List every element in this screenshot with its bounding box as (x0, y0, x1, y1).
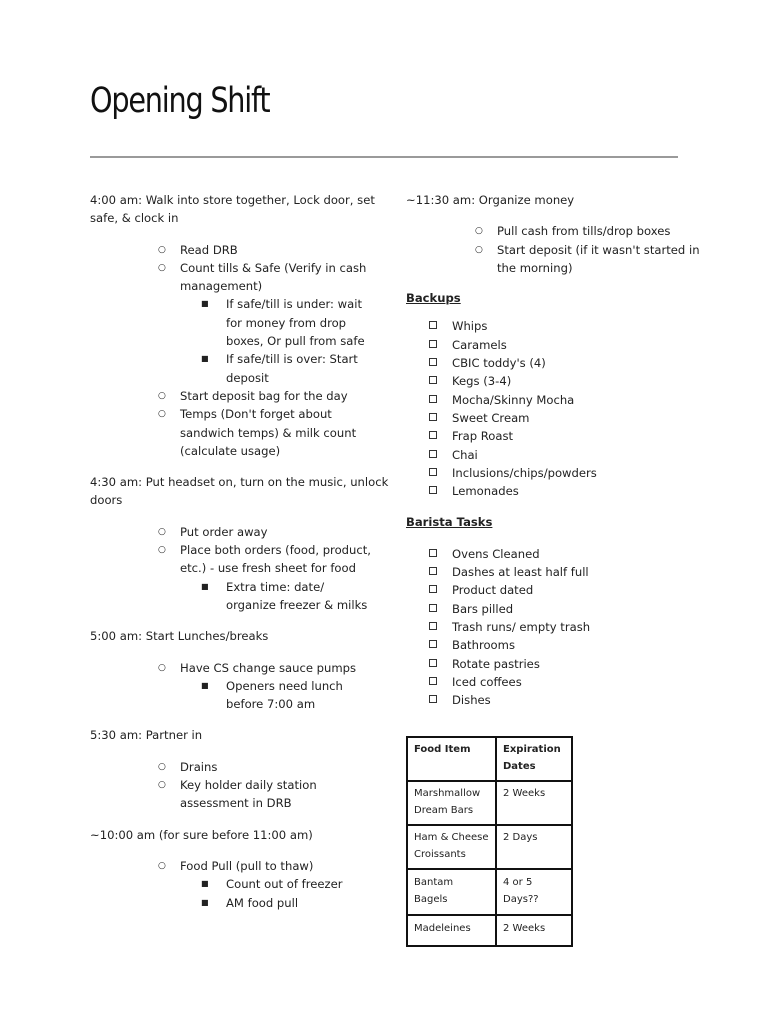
time-entry-0430: 4:30 am: Put headset on, turn on the music, unlock (90, 475, 389, 490)
checklist-label: Whips (452, 319, 488, 334)
circle-bullet-icon: ○ (158, 409, 166, 420)
time-entry-0530: 5:30 am: Partner in (90, 728, 203, 743)
checklist-item (406, 618, 686, 636)
list-item: ○ Start deposit (if it wasn't started in (406, 241, 686, 259)
list-item-cont: management) (180, 279, 263, 294)
checkbox-icon[interactable] (429, 395, 437, 403)
table-row (407, 915, 572, 946)
checklist-item (406, 600, 686, 618)
checkbox-icon[interactable] (429, 413, 437, 421)
checklist-label: Chai (452, 447, 478, 462)
food-expiration-table (406, 736, 573, 947)
square-bullet-icon: ■ (201, 680, 209, 690)
sub-list-item: ■ Count out of freezer (90, 875, 360, 893)
checklist-label: Ovens Cleaned (452, 546, 540, 561)
time-entry-0500: 5:00 am: Start Lunches/breaks (90, 629, 269, 644)
table-cell-expiration: 2 Weeks (496, 781, 572, 825)
square-bullet-icon: ■ (201, 581, 209, 591)
checklist-label: Kegs (3-4) (452, 374, 512, 389)
checkbox-icon[interactable] (429, 321, 437, 329)
checklist-item (406, 372, 686, 390)
title-divider (90, 156, 678, 158)
circle-bullet-icon: ○ (158, 761, 166, 772)
checkbox-icon[interactable] (429, 376, 437, 384)
checklist-item (406, 581, 686, 599)
checklist-item (406, 563, 686, 581)
checklist-label: Frap Roast (452, 429, 514, 444)
list-item: ○ Count tills & Safe (Verify in cash (90, 259, 360, 277)
time-entry-0430-cont: doors (90, 493, 123, 508)
checkbox-icon[interactable] (429, 640, 437, 648)
checklist-item (406, 482, 686, 500)
header-expiration-dates: Expiration Dates (496, 737, 572, 781)
list-item-cont: assessment in DRB (180, 796, 292, 811)
checklist-item (406, 354, 686, 372)
list-item: ○ Have CS change sauce pumps (90, 659, 360, 677)
list-item: ○ Pull cash from tills/drop boxes (406, 222, 686, 240)
checkbox-icon[interactable] (429, 486, 437, 494)
checklist-label: CBIC toddy's (4) (452, 356, 546, 371)
checklist-item (406, 409, 686, 427)
right-column (406, 191, 700, 709)
list-item-cont: the morning) (497, 260, 573, 275)
header-food-item: Food Item (407, 737, 496, 781)
checklist-item (406, 655, 686, 673)
sub-list-item-cont: before 7:00 am (226, 697, 316, 712)
checklist-label: Sweet Cream (452, 410, 530, 425)
time-entry-0400-cont: safe, & clock in (90, 211, 179, 226)
checkbox-icon[interactable] (429, 677, 437, 685)
checkbox-icon[interactable] (429, 431, 437, 439)
time-entry-0400: 4:00 am: Walk into store together, Lock door, set (90, 193, 375, 207)
checkbox-icon[interactable] (429, 695, 437, 703)
checklist-item (406, 673, 686, 691)
circle-bullet-icon: ○ (158, 262, 166, 273)
table-cell-expiration: 4 or 5 Days?? (496, 869, 572, 915)
sub-list-item: ■ Openers need lunch (90, 677, 360, 695)
checkbox-icon[interactable] (429, 585, 437, 593)
table-cell-expiration: 2 Weeks (496, 915, 572, 946)
checklist-item (406, 464, 686, 482)
square-bullet-icon: ■ (201, 879, 209, 889)
square-bullet-icon: ■ (201, 299, 209, 309)
checklist-label: Iced coffees (452, 674, 522, 689)
left-column (90, 191, 389, 912)
barista-tasks-heading: Barista Tasks (406, 515, 493, 530)
sub-list-item-cont: deposit (226, 370, 269, 385)
list-item-cont: etc.) - use fresh sheet for food (180, 561, 356, 576)
checklist-label: Inclusions/chips/powders (452, 465, 597, 480)
table-header-row (407, 737, 572, 781)
circle-bullet-icon: ○ (158, 860, 166, 871)
checklist-label: Rotate pastries (452, 656, 540, 671)
checklist-item (406, 427, 686, 445)
sub-list-item-cont: boxes, Or pull from safe (226, 334, 365, 349)
checklist-label: Bars pilled (452, 601, 514, 616)
barista-checklist (406, 545, 686, 710)
checkbox-icon[interactable] (429, 604, 437, 612)
circle-bullet-icon: ○ (158, 545, 166, 556)
table-cell-item: Bantam Bagels (407, 869, 496, 915)
checklist-item (406, 317, 686, 335)
checklist-label: Lemonades (452, 484, 519, 499)
circle-bullet-icon: ○ (475, 226, 483, 237)
table-cell-item: Ham & Cheese Croissants (407, 825, 496, 869)
checklist-item (406, 391, 686, 409)
backups-heading: Backups (406, 291, 461, 306)
checkbox-icon[interactable] (429, 358, 437, 366)
circle-bullet-icon: ○ (475, 244, 483, 255)
list-item: ○ Place both orders (food, product, (90, 541, 360, 559)
checklist-label: Dishes (452, 693, 491, 708)
circle-bullet-icon: ○ (158, 390, 166, 401)
time-entry-1000: ~10:00 am (for sure before 11:00 am) (90, 827, 313, 842)
sub-list-item-cont: for money from drop (226, 315, 347, 330)
table-cell-item: Madeleines (407, 915, 496, 946)
sub-list-item: ■ Extra time: date/ (90, 578, 360, 596)
list-item: ○ Food Pull (pull to thaw) (90, 857, 360, 875)
table-cell-item: Marshmallow Dream Bars (407, 781, 496, 825)
list-item: ○ Put order away (90, 523, 360, 541)
list-item: ○ Temps (Don't forget about (90, 405, 360, 423)
list-item: ○ Drains (90, 758, 360, 776)
sub-list-item-cont: organize freezer & milks (226, 597, 368, 612)
table-cell-expiration: 2 Days (496, 825, 572, 869)
table-row (407, 869, 572, 915)
list-item: ○ Key holder daily station (90, 776, 360, 794)
circle-bullet-icon: ○ (158, 244, 166, 255)
checklist-item (406, 336, 686, 354)
checkbox-icon[interactable] (429, 659, 437, 667)
checkbox-icon[interactable] (429, 567, 437, 575)
list-item-cont: sandwich temps) & milk count (180, 425, 357, 440)
checklist-label: Caramels (452, 337, 507, 352)
square-bullet-icon: ■ (201, 897, 209, 907)
checkbox-icon[interactable] (429, 622, 437, 630)
sub-list-item: ■ If safe/till is over: Start (90, 350, 360, 368)
table-row (407, 825, 572, 869)
checklist-label: Product dated (452, 583, 534, 598)
time-entry-1130: ~11:30 am: Organize money (406, 193, 575, 207)
checklist-label: Trash runs/ empty trash (452, 619, 591, 634)
backups-checklist (406, 317, 686, 500)
checkbox-icon[interactable] (429, 549, 437, 557)
checklist-label: Dashes at least half full (452, 565, 589, 580)
checkbox-icon[interactable] (429, 450, 437, 458)
checklist-label: Bathrooms (452, 638, 515, 653)
table-row (407, 781, 572, 825)
checkbox-icon[interactable] (429, 468, 437, 476)
list-item: ○ Start deposit bag for the day (90, 387, 360, 405)
checklist-item (406, 545, 686, 563)
sub-list-item: ■ AM food pull (90, 894, 360, 912)
checklist-item (406, 446, 686, 464)
square-bullet-icon: ■ (201, 354, 209, 364)
checklist-item (406, 691, 686, 709)
checklist-label: Mocha/Skinny Mocha (452, 392, 575, 407)
list-item: ○ Read DRB (90, 241, 360, 259)
list-item-cont: (calculate usage) (180, 443, 281, 458)
circle-bullet-icon: ○ (158, 780, 166, 791)
sub-list-item: ■ If safe/till is under: wait (90, 295, 360, 313)
circle-bullet-icon: ○ (158, 662, 166, 673)
checkbox-icon[interactable] (429, 340, 437, 348)
checklist-item (406, 636, 686, 654)
circle-bullet-icon: ○ (158, 526, 166, 537)
page-title: Opening Shift (90, 81, 270, 121)
